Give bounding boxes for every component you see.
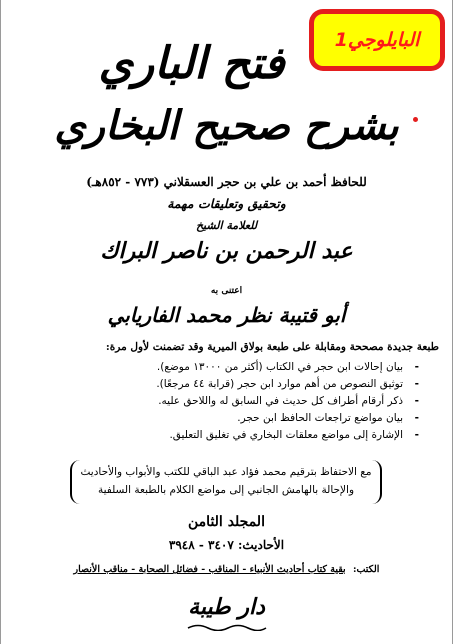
books-label: الكتب: (352, 564, 380, 575)
allama-line: للعلامة الشيخ (195, 219, 258, 232)
publisher-wave-icon (186, 623, 268, 631)
watermark-text: البايلوجي1 (334, 29, 420, 51)
author-line: للحافظ أحمد بن علي بن حجر العسقلاني (٧٧٣ - ٨٥٢هـ) (86, 175, 367, 189)
feature-item: - ذكر أرقام أطراف كل حديث في السابق له واللاحق عليه. (29, 393, 419, 410)
ietana-line: اعتنى به (210, 286, 243, 296)
features-list (29, 359, 419, 444)
books-value: بقية كتاب أحاديث الأنبياء - المناقب - فضائل الصحابة - مناقب الأنصار (73, 564, 346, 575)
notice-line-2: والإحالة بالهامش الجانبي إلى مواضع الكلام بالطبعة السلفية (97, 484, 355, 496)
feature-item: - بيان مواضع تراجعات الحافظ ابن حجر. (29, 410, 419, 427)
edition-intro: طبعة جديدة مصححة ومقابلة على طبعة بولاق الميرية وقد تضمنت لأول مرة: (105, 341, 439, 353)
editor-name: أبو قتيبة نظر محمد الفاريابي (107, 303, 346, 327)
feature-item: - بيان إحالات ابن حجر في الكتاب (أكثر من ١٣٠٠٠ موضع). (29, 359, 419, 376)
ahadith-range: الأحاديث: ٣٤٠٧ - ٣٩٤٨ (168, 538, 285, 552)
book-title-sub: بشرح صحيح البخاري (54, 102, 399, 149)
book-title-main: فتح الباري (98, 38, 285, 89)
feature-item: - توثيق النصوص من أهم موارد ابن حجر (قرابة ٤٤ مرجعًا). (29, 376, 419, 393)
scholar-name: عبد الرحمن بن ناصر البراك (100, 238, 353, 264)
volume-label: المجلد الثامن (188, 514, 265, 530)
books-line (20, 563, 433, 577)
feature-item: - الإشارة إلى مواضع معلقات البخاري في تغليق التعليق. (29, 427, 419, 444)
publisher-logo: دار طيبة (188, 594, 265, 620)
tahqiq-line: وتحقيق وتعليقات مهمة (167, 196, 286, 211)
numbering-notice (70, 460, 382, 504)
notice-line-1: مع الاحتفاظ بترقيم محمد فؤاد عبد الباقي للكتب والأبواب والأحاديث (80, 466, 372, 478)
